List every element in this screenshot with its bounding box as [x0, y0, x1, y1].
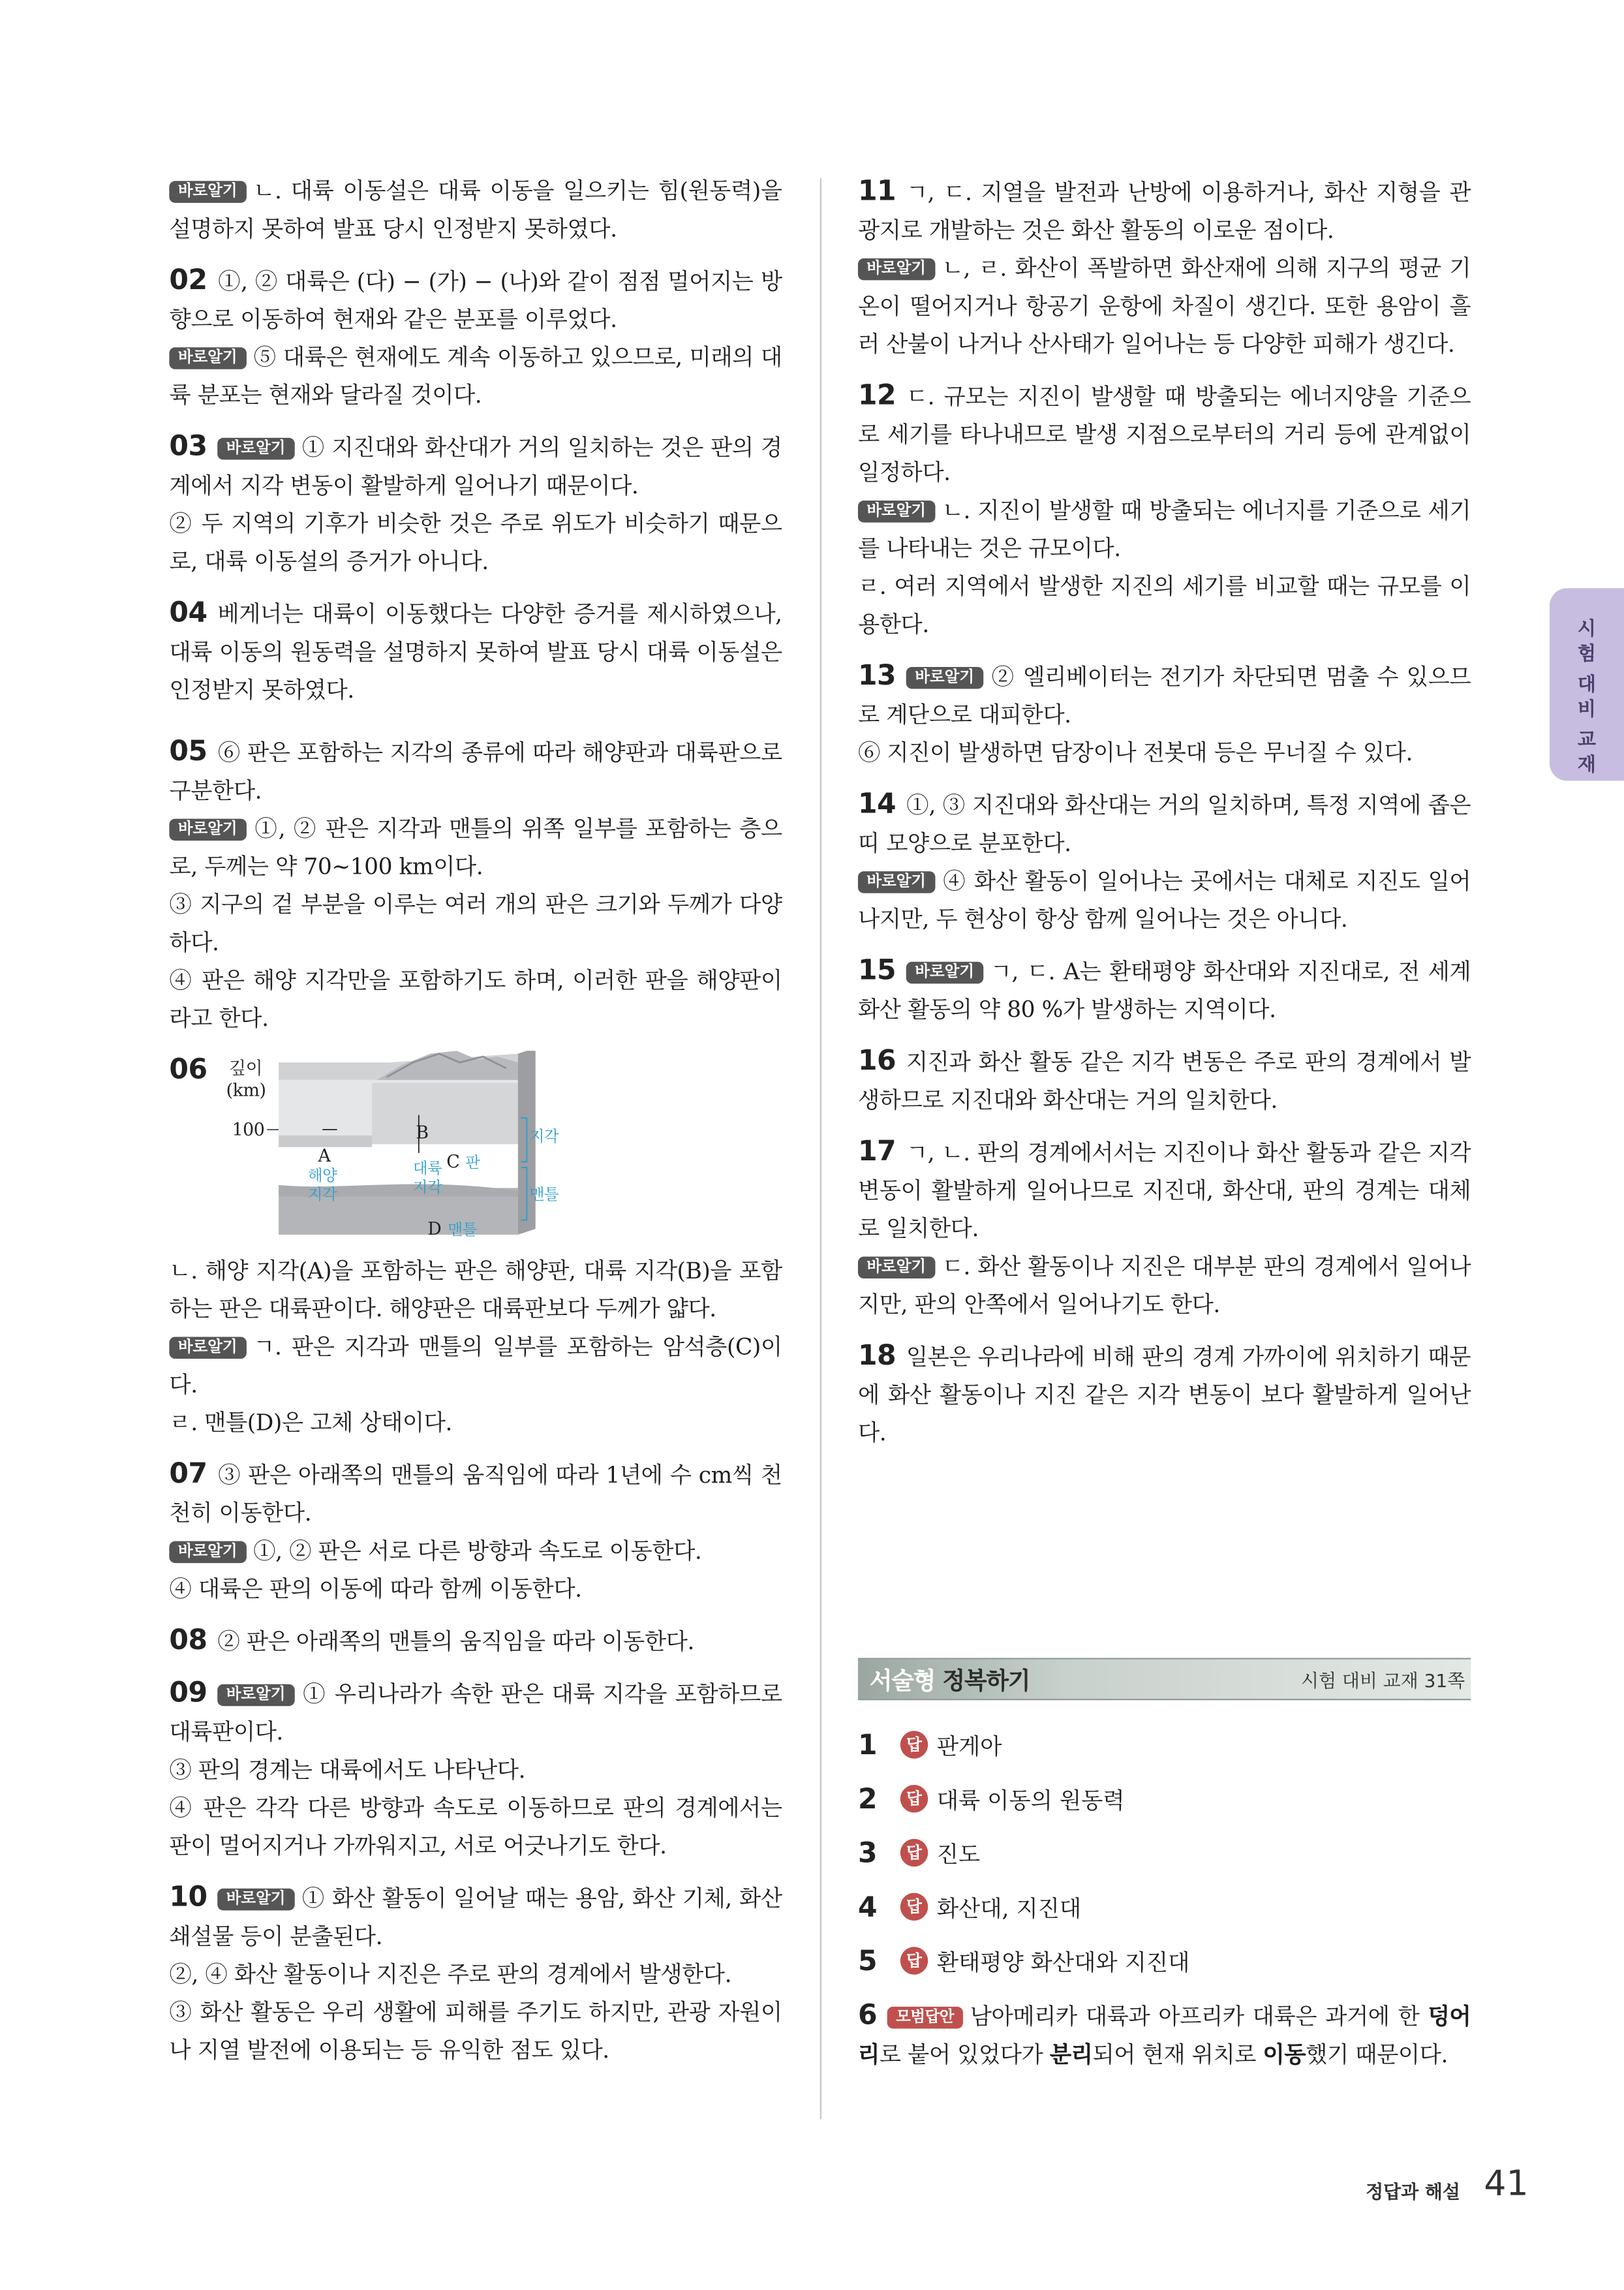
- answer-item-q07: [169, 1455, 782, 1609]
- answer-badge: 답: [900, 1839, 928, 1866]
- answer-text: ㄷ. 규모는 지진이 발생할 때 방출되는 에너지양을 기준으로 세기를 타나내므로 발생 지점으로부터의 거리 등에 관계없이 일정하다.: [857, 384, 1471, 486]
- footer-label: 정답과 해설: [1366, 2180, 1460, 2203]
- label-ocean-crust-1: 해양: [307, 1166, 337, 1185]
- answer-item-q09: [169, 1674, 782, 1865]
- answer-subtext: ③ 화산 활동은 우리 생활에 피해를 주기도 하지만, 관광 자원이나 지열 발전에 이용되는 등 유익한 점도 있다.: [169, 1999, 782, 2064]
- question-number: 07: [169, 1458, 207, 1491]
- answer-line: [858, 952, 1471, 1029]
- answer-text: ①, ② 대륙은 (다) − (가) − (나)와 같이 점점 멀어지는 방향으로 이동하여 현재와 같은 분포를 이루었다.: [169, 268, 782, 333]
- barosgi-badge: 바로알기: [169, 181, 246, 203]
- barosgi-badge: 바로알기: [858, 258, 935, 281]
- answer-line: [169, 594, 782, 709]
- page-number: 41: [1484, 2163, 1529, 2204]
- essay-text: 되어 현재 위치로: [1092, 2041, 1263, 2068]
- answer-item-q18: [858, 1337, 1471, 1452]
- essay-text: 로 붙어 있었다가: [879, 2041, 1050, 2068]
- answer-subline: [169, 1789, 782, 1865]
- essay-number: 2: [857, 1782, 878, 1815]
- question-number: 04: [169, 596, 207, 629]
- crust-plate-diagram: [226, 1051, 565, 1243]
- essay-number: 3: [857, 1836, 878, 1869]
- barosgi-badge: 바로알기: [217, 1889, 294, 1911]
- essay-number: 1: [857, 1728, 878, 1761]
- answer-item-q13: [858, 657, 1471, 772]
- answer-subline: [169, 810, 782, 886]
- label-mantle-bottom: 맨틀: [448, 1220, 478, 1239]
- side-tab-char: 교: [1577, 730, 1597, 752]
- answer-subline: [169, 1956, 782, 1994]
- answer-subtext: ⑤ 대륙은 현재에도 계속 이동하고 있으므로, 미래의 대륙 분포는 현재와 달라질 것이다.: [169, 344, 782, 409]
- question-number: 02: [169, 264, 207, 296]
- answer-text: ㄱ, ㄴ. 판의 경계에서서는 지진이나 화산 활동과 같은 지각 변동이 활발하게 일어나므로 지진대, 화산대, 판의 경계는 대체로 일치한다.: [857, 1139, 1471, 1243]
- answer-text: 베게너는 대륙이 이동했다는 다양한 증거를 제시하였으나, 대륙 이동의 원동력을 설명하지 못하여 발표 당시 대륙 이동설은 인정받지 못하였다.: [169, 601, 782, 704]
- answer-subtext: ㄹ. 여러 지역에서 발생한 지진의 세기를 비교할 때는 규모를 이용한다.: [857, 573, 1471, 638]
- essay-answer-6: [858, 1996, 1471, 2074]
- answer-subline: [858, 249, 1471, 363]
- answer-subline: [169, 1404, 782, 1442]
- answer-subtext: ④ 화산 활동이 일어나는 곳에서는 대체로 지진도 일어나지만, 두 현상이 항상 함께 일어나는 것은 아니다.: [857, 868, 1471, 933]
- barosgi-badge: 바로알기: [858, 501, 935, 523]
- barosgi-badge: 바로알기: [906, 962, 983, 984]
- essay-answer-text: 판게아: [936, 1733, 1002, 1759]
- spacer: [858, 1465, 1471, 1658]
- answer-badge: 답: [900, 1947, 928, 1974]
- side-tab-char: 험: [1577, 643, 1597, 666]
- barosgi-badge: 바로알기: [169, 347, 246, 369]
- question-number: 03: [169, 430, 207, 463]
- answer-line: ㄴ. 해양 지각(A)을 포함하는 판은 해양판, 대륙 지각(B)을 포함하는 판은 대륙판이다. 해양판은 대륙판보다 두께가 얇다.: [169, 1258, 782, 1323]
- answer-line: [858, 377, 1471, 492]
- question-number: 05: [169, 735, 207, 768]
- answer-line: [169, 733, 782, 811]
- essay-text: 했기 때문이다.: [1306, 2041, 1448, 2068]
- side-tab-char: 재: [1577, 754, 1597, 777]
- barosgi-badge: 바로알기: [169, 1337, 246, 1359]
- label-d: D: [427, 1218, 442, 1239]
- answer-subtext: ② 두 지역의 기후가 비슷한 것은 주로 위도가 비슷하기 때문으로, 대륙 이동설의 증거가 아니다.: [169, 510, 782, 576]
- answer-subtext: ④ 대륙은 판의 이동에 따라 함께 이동한다.: [169, 1576, 582, 1603]
- barosgi-badge: 바로알기: [169, 1541, 246, 1564]
- label-a: A: [318, 1146, 331, 1167]
- label-ocean-crust-2: 지각: [307, 1185, 337, 1204]
- question-number: 15: [857, 954, 896, 987]
- answer-subtext: ⑥ 지진이 발생하면 담장이나 전봇대 등은 무너질 수 있다.: [857, 739, 1413, 767]
- answer-subline: [169, 886, 782, 961]
- question-number: 18: [857, 1339, 896, 1372]
- label-cont-crust-1: 대륙: [412, 1158, 442, 1177]
- essay-answer: [858, 1772, 1471, 1826]
- answer-line: [169, 427, 782, 505]
- depth-label: 깊이: [229, 1058, 263, 1079]
- barosgi-badge: 바로알기: [217, 1684, 294, 1707]
- answer-line: [169, 1622, 782, 1661]
- question-number: 12: [857, 379, 896, 412]
- answer-subline: [169, 1532, 782, 1570]
- essay-number: 5: [857, 1944, 878, 1977]
- right-column: [858, 172, 1471, 2087]
- answer-line: [858, 172, 1471, 250]
- answer-item-q06: [169, 1051, 782, 1442]
- side-tab-text: [1550, 588, 1624, 778]
- answer-subline: [169, 1752, 782, 1789]
- answer-line: [858, 785, 1471, 863]
- essay-answer-text: 화산대, 지진대: [936, 1895, 1082, 1922]
- answer-subline: [169, 1994, 782, 2069]
- answer-subline: [169, 505, 782, 581]
- column-divider: [820, 178, 821, 2119]
- answer-subtext: ③ 판의 경계는 대륙에서도 나타난다.: [169, 1757, 526, 1784]
- answer-item-q14: [858, 785, 1471, 938]
- answer-text: ㄱ, ㄷ. 지열을 발전과 난방에 이용하거나, 화산 지형을 관광지로 개발하는 것은 화산 활동의 이로운 점이다.: [857, 179, 1471, 244]
- side-tab: [1550, 588, 1624, 781]
- essay-answer: [858, 1880, 1471, 1934]
- model-answer-badge: 모범답안: [887, 2007, 963, 2029]
- answer-line: [169, 1455, 782, 1533]
- question-number: 10: [169, 1881, 207, 1913]
- answer-item-q10: [169, 1878, 782, 2069]
- answer-text: ① 우리나라가 속한 판은 대륙 지각을 포함하므로 대륙판이다.: [169, 1681, 782, 1746]
- answer-subtext: ㄴ, ㄹ. 화산이 폭발하면 화산재에 의해 지구의 평균 기온이 떨어지거나 항공기 운항에 차질이 생긴다. 또한 용암이 흘러 산불이 나거나 산사태가 일어나는 등 다양한 피해가 생긴다.: [857, 255, 1471, 358]
- essay-answer-text: 환태평양 화산대와 지진대: [936, 1949, 1190, 1975]
- answer-subtext: ②, ④ 화산 활동이나 지진은 주로 판의 경계에서 발생한다.: [169, 1961, 732, 1988]
- answer-item-q03: [169, 427, 782, 581]
- barosgi-badge: 바로알기: [906, 667, 983, 689]
- answer-subline: [858, 568, 1471, 643]
- side-tab-char: 대: [1577, 674, 1597, 696]
- answer-subline: [169, 339, 782, 414]
- answer-subtext: ①, ② 판은 서로 다른 방향과 속도로 이동한다.: [253, 1538, 702, 1565]
- label-cont-crust-2: 지각: [412, 1178, 442, 1197]
- answer-text: ② 엘리베이터는 전기가 차단되면 멈출 수 있으므로 계단으로 대피한다.: [857, 664, 1471, 728]
- answer-text: ③ 판은 아래쪽의 맨틀의 움직임에 따라 1년에 수 cm씩 천천히 이동한다.: [169, 1462, 782, 1527]
- answer-item-q08: [169, 1622, 782, 1661]
- left-column: [169, 172, 782, 2082]
- essay-title-b: 정복하기: [942, 1666, 1030, 1695]
- answer-item-q01: [169, 172, 782, 248]
- answer-subtext: ㄷ. 화산 활동이나 지진은 대부분 판의 경계에서 일어나지만, 판의 안쪽에서 일어나기도 한다.: [857, 1253, 1471, 1318]
- essay-reference: 시험 대비 교재 31쪽: [1300, 1669, 1465, 1692]
- answer-badge: 답: [900, 1785, 928, 1812]
- answer-item-q12: [858, 377, 1471, 643]
- keyword: 이동: [1263, 2041, 1306, 2068]
- essay-answer: [858, 1826, 1471, 1880]
- answer-line: [858, 1132, 1471, 1248]
- question-number: 17: [857, 1135, 896, 1168]
- answer-text: ⑥ 판은 포함하는 지각의 종류에 따라 해양판과 대륙판으로 구분한다.: [169, 739, 782, 805]
- answer-subtext: ①, ② 판은 지각과 맨틀의 위쪽 일부를 포함하는 층으로, 두께는 약 70∼100 km이다.: [169, 816, 782, 880]
- answer-subtext: ③ 지구의 겉 부분을 이루는 여러 개의 판은 크기와 두께가 다양하다.: [169, 891, 782, 956]
- answer-text: 지진과 화산 활동 같은 지각 변동은 주로 판의 경계에서 발생하므로 지진대와 화산대는 거의 일치한다.: [857, 1049, 1471, 1114]
- barosgi-badge: 바로알기: [858, 871, 935, 893]
- answer-text: ①, ③ 지진대와 화산대는 거의 일치하며, 특정 지역에 좁은 띠 모양으로 분포한다.: [857, 792, 1471, 857]
- answer-subline: [169, 962, 782, 1038]
- label-b: B: [416, 1122, 429, 1143]
- essay-text: 남아메리카 대륙과 아프리카 대륙은 과거에 한: [970, 2004, 1428, 2030]
- label-crust: 지각: [529, 1126, 559, 1145]
- answer-line: [858, 1337, 1471, 1452]
- barosgi-badge: 바로알기: [169, 819, 246, 841]
- question-number: 16: [857, 1045, 896, 1077]
- answer-text: ① 화산 활동이 일어날 때는 용암, 화산 기체, 화산 쇄설물 등이 분출된다.: [169, 1885, 782, 1950]
- answer-subtext: ㄱ. 판은 지각과 맨틀의 일부를 포함하는 암석층(C)이다.: [169, 1333, 782, 1399]
- question-number: 08: [169, 1624, 207, 1657]
- answer-item-q15: [858, 952, 1471, 1029]
- answer-subtext: ④ 판은 각각 다른 방향과 속도로 이동하므로 판의 경계에서는 판이 멀어지거나 가까워지고, 서로 어긋나기도 한다.: [169, 1795, 782, 1860]
- answer-subline: [169, 1570, 782, 1608]
- answer-item-q11: [858, 172, 1471, 364]
- essay-number: 4: [857, 1891, 878, 1923]
- question-number: 13: [857, 659, 896, 692]
- question-number: 06: [169, 1053, 207, 1086]
- essay-title-a: 서술형: [869, 1666, 936, 1695]
- answer-item-q02: [169, 261, 782, 414]
- question-number: 11: [857, 175, 896, 208]
- essay-number: 6: [857, 1999, 878, 2032]
- essay-answer: [858, 1718, 1471, 1772]
- question-number: 14: [857, 788, 896, 820]
- label-c: C: [446, 1152, 460, 1173]
- barosgi-badge: 바로알기: [858, 1256, 935, 1278]
- answer-subtext: ㄹ. 맨틀(D)은 고체 상태이다.: [169, 1410, 453, 1436]
- depth-unit: (km): [226, 1080, 266, 1101]
- answer-subtext: ㄴ. 지진이 발생할 때 방출되는 에너지를 기준으로 세기를 나타내는 것은 규모이다.: [857, 497, 1471, 562]
- answer-item-q05: [169, 733, 782, 1038]
- answer-subline: [858, 734, 1471, 772]
- depth-tick: 100: [232, 1119, 265, 1140]
- answer-line: [858, 1042, 1471, 1120]
- ocean-crust-layer: [279, 1136, 372, 1147]
- label-mantle: 맨틀: [529, 1185, 559, 1204]
- answer-item-q16: [858, 1042, 1471, 1120]
- answer-line: [169, 1878, 782, 1956]
- answer-text: ② 판은 아래쪽의 맨틀의 움직임을 따라 이동한다.: [217, 1628, 694, 1655]
- question-number: 09: [169, 1677, 207, 1709]
- answer-subline: [169, 1328, 782, 1404]
- answer-subline: [858, 1248, 1471, 1323]
- label-plate: 판: [465, 1153, 480, 1172]
- answer-badge: 답: [900, 1731, 928, 1758]
- answer-line: [169, 172, 782, 248]
- answer-text: ① 지진대와 화산대가 거의 일치하는 것은 판의 경계에서 지각 변동이 활발하게 일어나기 때문이다.: [169, 435, 782, 499]
- barosgi-badge: 바로알기: [217, 438, 294, 460]
- answer-subline: [858, 492, 1471, 568]
- answer-text: ㄴ. 대륙 이동설은 대륙 이동을 일으키는 힘(원동력)을 설명하지 못하여 발표 당시 인정받지 못하였다.: [169, 178, 782, 243]
- answer-line: [858, 657, 1471, 734]
- essay-answer: [858, 1934, 1471, 1988]
- essay-answer-text: 대륙 이동의 원동력: [936, 1787, 1125, 1814]
- answer-line: [169, 1674, 782, 1752]
- side-tab-char: 비: [1577, 699, 1597, 721]
- answer-line: [169, 261, 782, 339]
- answer-item-q04: [169, 594, 782, 709]
- answer-badge: 답: [900, 1893, 928, 1920]
- answer-text: ㄱ, ㄷ. A는 환태평양 화산대와 지진대로, 전 세계 화산 활동의 약 80 %가 발생하는 지역이다.: [857, 959, 1471, 1023]
- side-tab-char: 시: [1577, 619, 1597, 641]
- essay-section-header: [858, 1658, 1471, 1700]
- essay-answer-text: 진도: [936, 1841, 981, 1868]
- keyword: 덩어리: [857, 2004, 1471, 2068]
- answer-item-q17: [858, 1132, 1471, 1323]
- essay-title: [870, 1662, 1030, 1695]
- answer-text: 일본은 우리나라에 비해 판의 경계 가까이에 위치하기 때문에 화산 활동이나 지진 같은 지각 변동이 보다 활발하게 일어난다.: [857, 1344, 1471, 1447]
- answer-subline: [858, 863, 1471, 938]
- answer-subtext: ④ 판은 해양 지각만을 포함하기도 하며, 이러한 판을 해양판이라고 한다.: [169, 967, 782, 1032]
- continental-crust-layer: [372, 1083, 518, 1144]
- keyword: 분리: [1049, 2041, 1093, 2068]
- figure-row: [169, 1051, 782, 1243]
